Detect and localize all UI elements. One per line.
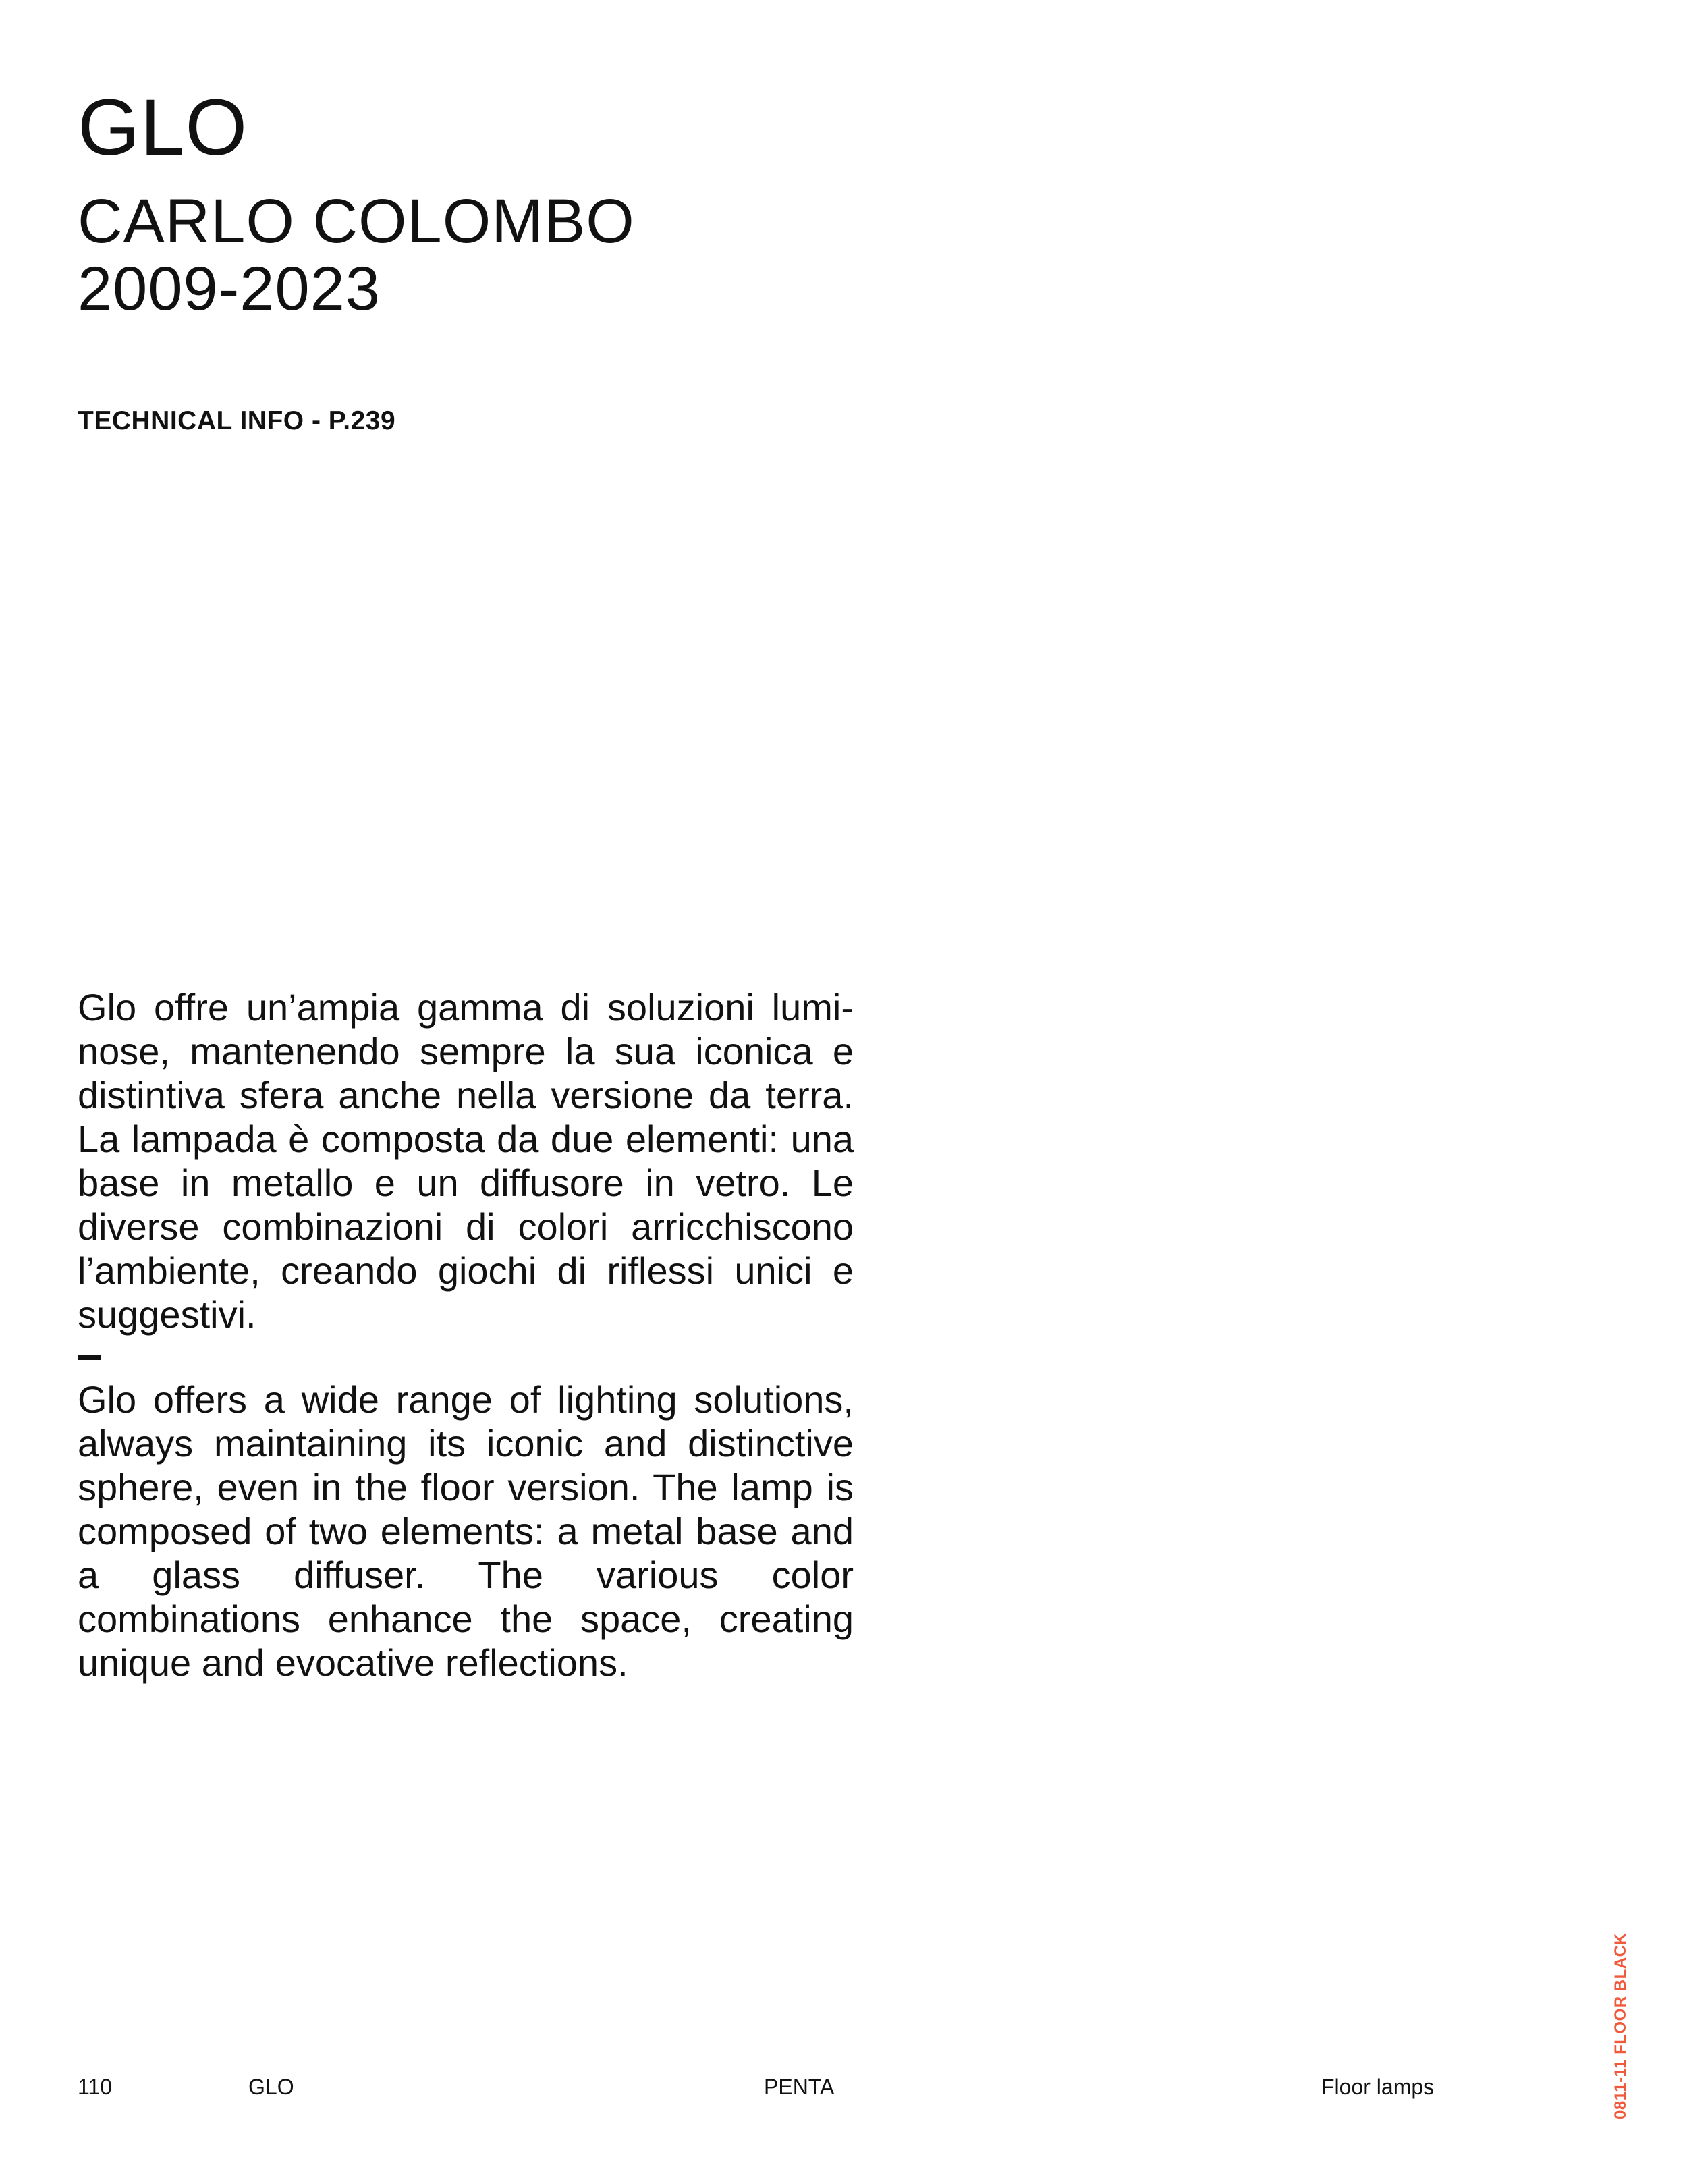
production-years: 2009-2023 [78, 254, 381, 323]
footer-product-name: GLO [248, 2075, 294, 2099]
footer-brand-name: PENTA [764, 2075, 835, 2099]
description-italian: Glo offre un’ampia gamma di soluzioni luminose, mantenendo sempre la sua iconica e distintiva sfera anche nella versione da terra. La lampada è composta da due elementi: una base in metallo e un diffusore in vetro. Le diverse combinazioni di colori arricchiscono l’ambiente, creando giochi di riflessi unici e suggestivi. [78, 986, 854, 1336]
description-english: Glo offers a wide range of lighting solutions, always maintaining its iconic and distinctive sphere, even in the floor version. The lamp is composed of two elements: a metal base and a glass diffuser. The various color combinations enhance the space, creating unique and evocative reflections. [78, 1378, 854, 1684]
product-description [78, 985, 854, 1685]
page-number: 110 [78, 2075, 113, 2099]
footer-category: Floor lamps [1321, 2075, 1435, 2099]
language-separator [78, 1355, 101, 1360]
product-variant-label: 0811-11 FLOOR BLACK [1611, 1932, 1630, 2119]
technical-info-reference: TECHNICAL INFO - P.239 [78, 406, 396, 435]
designer-name: CARLO COLOMBO [78, 187, 635, 256]
product-name: GLO [78, 83, 248, 172]
